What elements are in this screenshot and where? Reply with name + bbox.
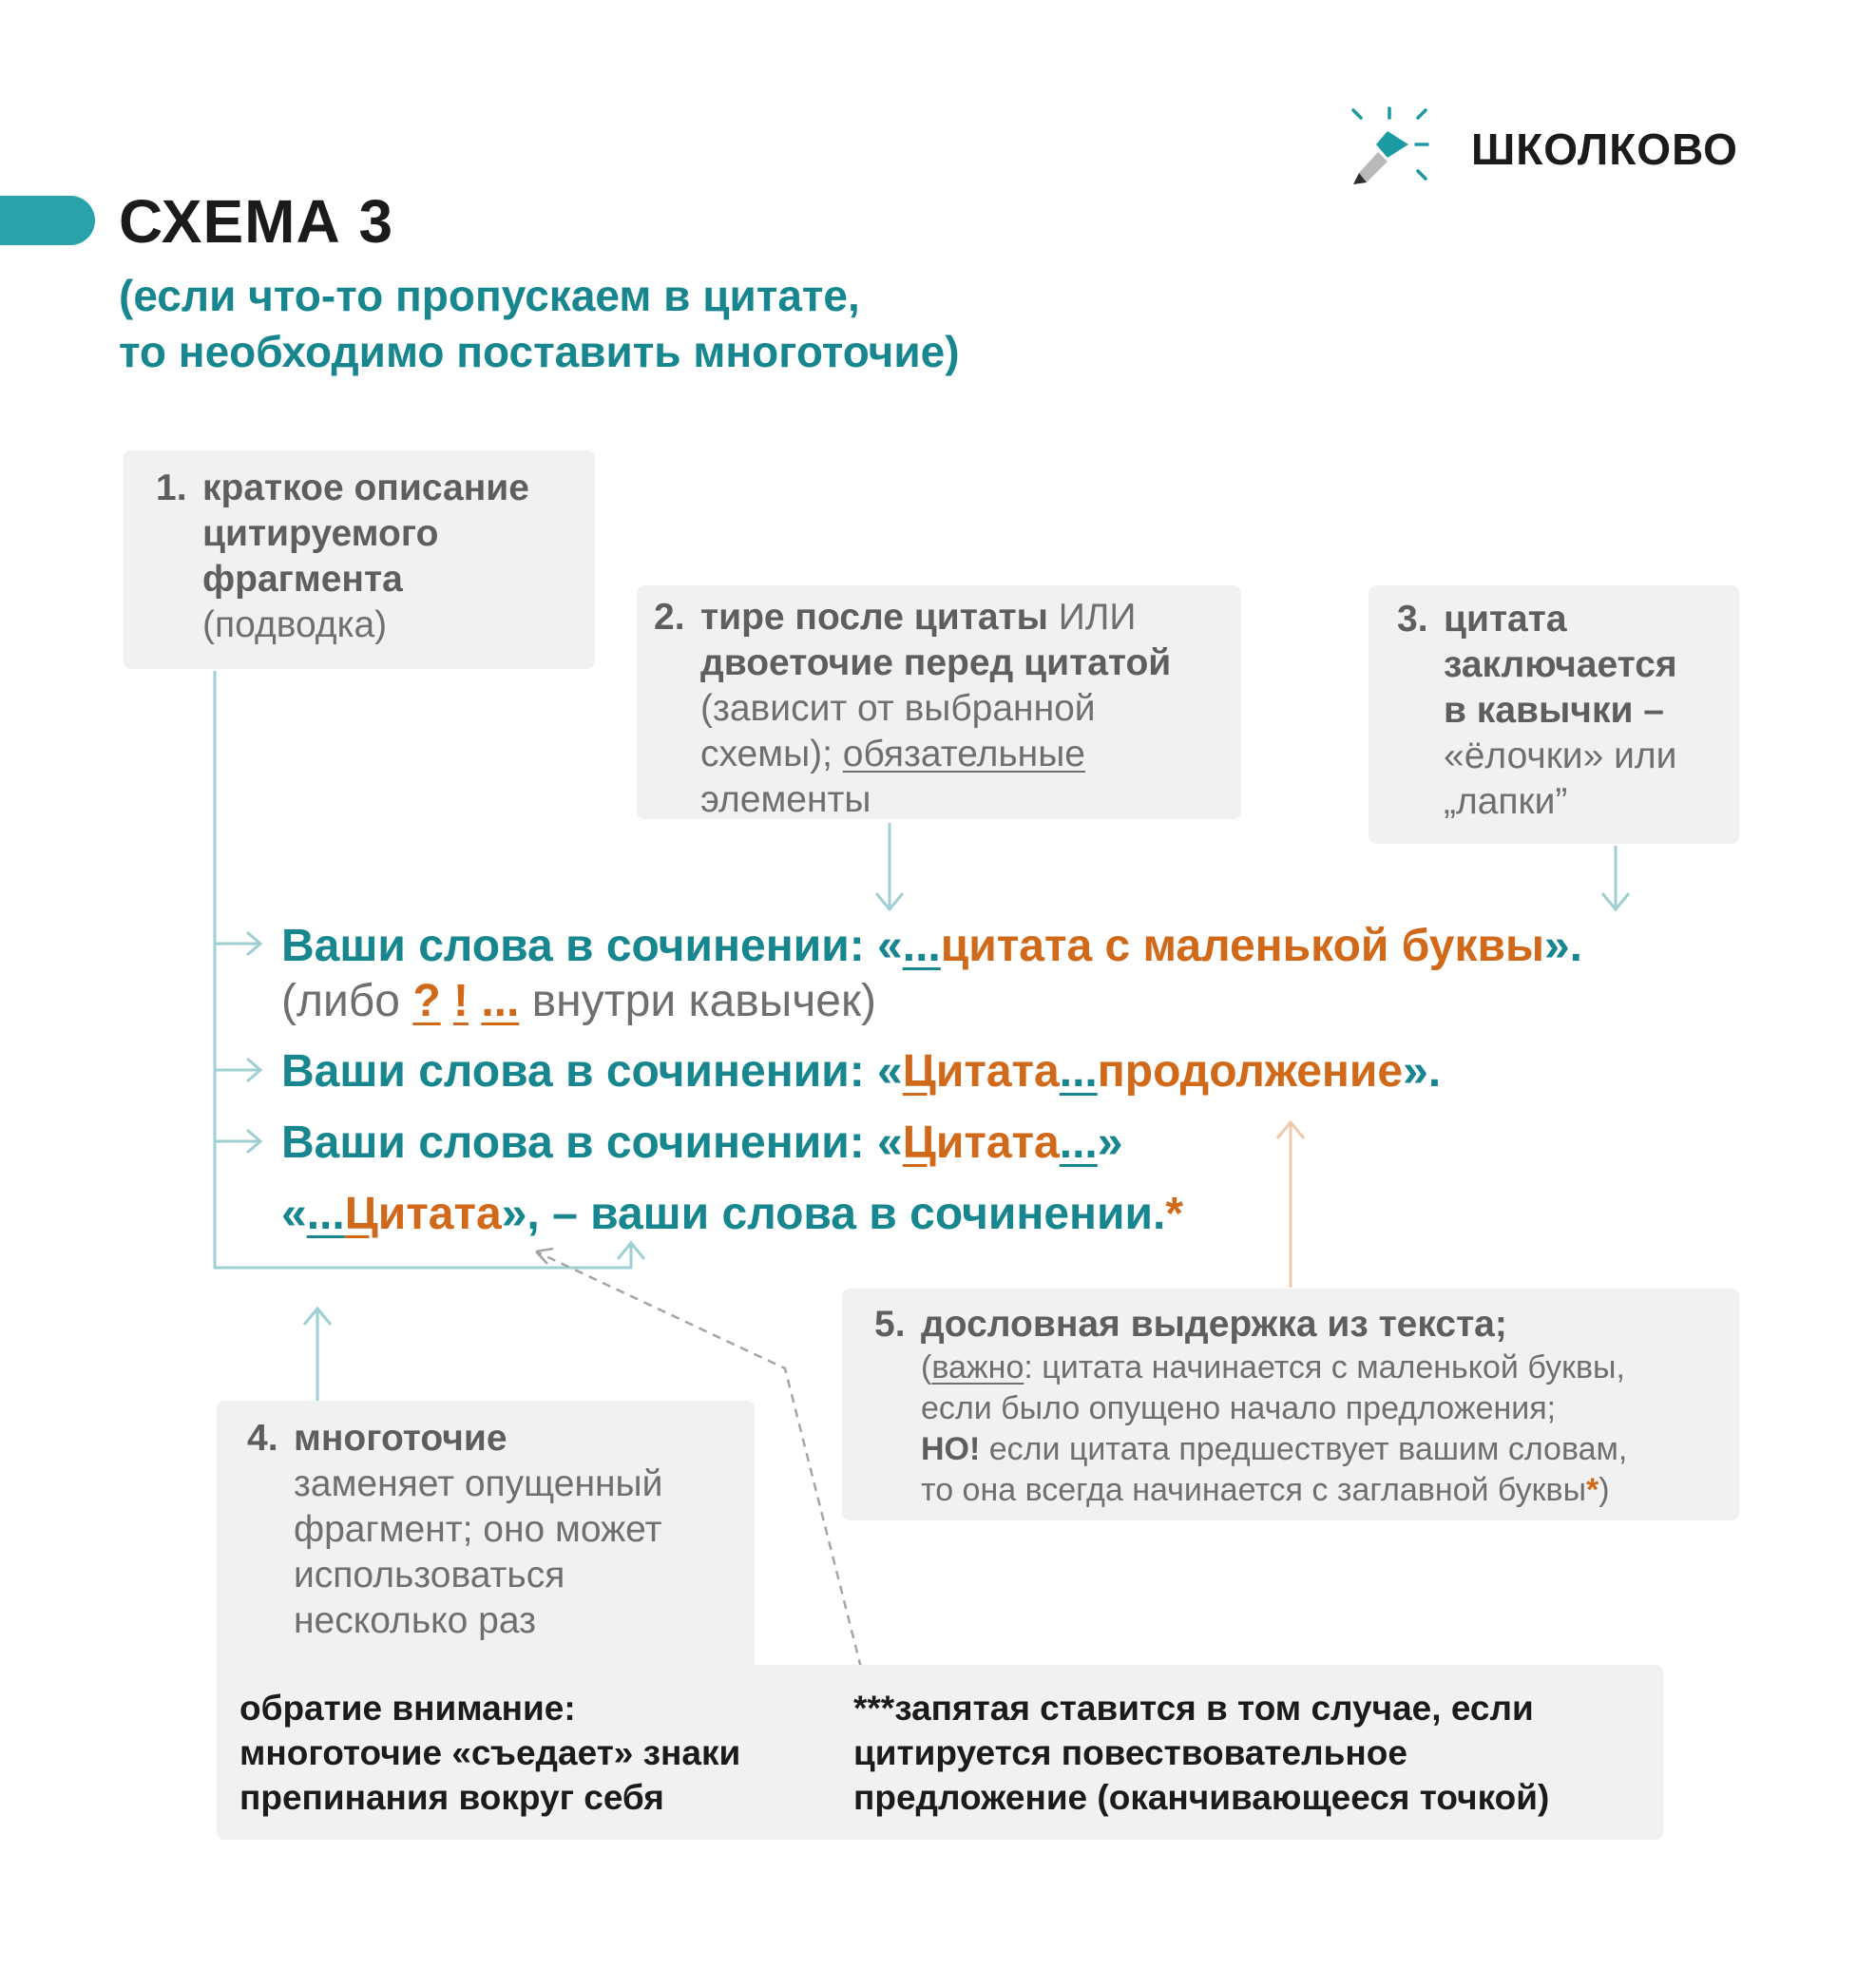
example-line-4 [281, 1188, 1183, 1240]
box-1-line-4: (подводка) [202, 604, 388, 645]
box-5-line-4-but: НО! [921, 1431, 981, 1467]
example-2-quote-1: итата [935, 1046, 1060, 1097]
example-1-note-a: (либо [281, 976, 413, 1026]
box-2-line-1-bold: тире после цитаты [700, 597, 1048, 638]
example-4-ellipsis: ... [306, 1189, 345, 1239]
logo-icon [1350, 106, 1435, 186]
box-5-line-5-c: ) [1598, 1472, 1610, 1508]
example-3-words: Ваши слова в сочинении: « [281, 1118, 903, 1168]
example-1-end: ». [1543, 921, 1582, 971]
footnote-arrowhead [536, 1249, 553, 1264]
box-4-line-2: заменяет опущенный [294, 1463, 663, 1504]
box-2-line-4-underlined: обязательные [842, 734, 1085, 774]
example-4-capital: Ц [344, 1189, 378, 1239]
box-3-quotes [1369, 585, 1739, 844]
box-2-line-4-a: схемы); [700, 734, 843, 774]
box-4-line-1: многоточие [294, 1418, 507, 1459]
box-2-line-2: двоеточие перед цитатой [700, 642, 1172, 683]
subtitle-line-1: (если что-то пропускаем в цитате, [119, 271, 860, 320]
box4-arrow [304, 1309, 331, 1401]
bottom-left-line-3: препинания вокруг себя [239, 1778, 664, 1817]
box-5-line-2-important: важно [931, 1349, 1024, 1385]
bottom-note-left [239, 1686, 740, 1820]
box-2-line-5: элементы [700, 779, 871, 820]
box-5-line-5-a: то она всегда начинается с заглавной буквы [921, 1472, 1587, 1508]
subtitle-line-2: то необходимо поставить многоточие) [119, 327, 960, 376]
example-4-rest: », – ваши слова в сочинении. [501, 1189, 1166, 1239]
example-4-star: * [1165, 1189, 1184, 1239]
box-3-line-4: «ёлочки» или [1444, 736, 1677, 776]
box-5-line-2-c: : цитата начинается с маленькой буквы, [1024, 1349, 1625, 1385]
branch-arrow-2 [215, 1059, 260, 1081]
example-1-note-b: внутри кавычек) [519, 976, 876, 1026]
box-1-line-3: фрагмента [202, 559, 403, 600]
box-3-number: 3. [1397, 599, 1428, 640]
box3-arrow [1602, 846, 1629, 909]
box-1-number: 1. [156, 468, 187, 508]
example-1-note-exclaim: ! [453, 976, 469, 1026]
brand-name: ШКОЛКОВО [1471, 124, 1738, 174]
branch-arrow-3 [215, 1130, 260, 1153]
example-4-quote: итата [377, 1189, 502, 1239]
box-5-excerpt [842, 1289, 1739, 1520]
box-3-line-1: цитата [1444, 599, 1567, 640]
box-5-number: 5. [874, 1304, 906, 1345]
page-title: СХЕМА 3 [119, 187, 394, 256]
example-1-note-question: ? [412, 976, 441, 1026]
example-2-quote-2: продолжение [1097, 1046, 1404, 1097]
example-1-note-dots: ... [481, 976, 520, 1026]
box-4-line-4: использоваться [294, 1555, 565, 1595]
box-5-line-4-b: если цитата предшествует вашим словам, [980, 1431, 1628, 1467]
box-1-intro [124, 450, 595, 669]
box-3-line-3-bold: в кавычки [1444, 690, 1634, 731]
box5-arrow [1277, 1122, 1304, 1288]
bottom-note-right [853, 1686, 1549, 1820]
box-5-line-5-star: * [1586, 1472, 1599, 1508]
example-3-quote-1: итата [935, 1118, 1060, 1168]
box-1-line-1: краткое описание [202, 468, 529, 508]
example-2-ellipsis: ... [1059, 1046, 1098, 1097]
example-3-capital: Ц [902, 1118, 936, 1168]
example-line-2 [281, 1045, 1441, 1098]
brand-logo [1350, 106, 1435, 186]
example-line-1 [281, 920, 1582, 972]
box-2-punctuation [637, 585, 1241, 819]
bottom-right-line-1: ***запятая ставится в том случае, если [853, 1689, 1534, 1728]
title-accent-bar [0, 196, 95, 245]
box-3-line-2: заключается [1444, 644, 1677, 685]
example-1-words: Ваши слова в сочинении: « [281, 921, 903, 971]
example-2-capital: Ц [902, 1046, 936, 1097]
box-4-text [247, 1416, 741, 1644]
example-line-3 [281, 1117, 1122, 1169]
example-2-end: ». [1403, 1046, 1442, 1097]
example-line-1-note [281, 975, 876, 1027]
box-3-line-5: „лапки” [1444, 781, 1568, 822]
box-5-line-1: дословная выдержка из текста; [921, 1304, 1507, 1345]
box2-arrow [876, 823, 903, 909]
example-1-quote: цитата с маленькой буквы [940, 921, 1544, 971]
bottom-left-line-2: многоточие «съедает» знаки [239, 1733, 741, 1772]
box-4-line-5: несколько раз [294, 1600, 536, 1641]
bottom-right-line-3: предложение (оканчивающееся точкой) [853, 1778, 1550, 1817]
example-4-open: « [281, 1189, 307, 1239]
box-5-line-2-a: ( [921, 1349, 932, 1385]
box-3-line-3-rest: – [1633, 690, 1664, 731]
box-4-number: 4. [247, 1418, 278, 1459]
box-4-line-3: фрагмент; оно может [294, 1509, 662, 1550]
example-3-ellipsis: ... [1059, 1118, 1098, 1168]
box-2-line-1-rest: ИЛИ [1047, 597, 1137, 638]
example-2-words: Ваши слова в сочинении: « [281, 1046, 903, 1097]
branch-arrow-1 [215, 932, 260, 955]
box-2-line-3: (зависит от выбранной [700, 688, 1096, 729]
box-5-line-3: если было опущено начало предложения; [921, 1390, 1557, 1426]
example-1-ellipsis: ... [902, 921, 941, 971]
box-1-line-2: цитируемого [202, 513, 439, 554]
bottom-right-line-2: цитируется повествовательное [853, 1733, 1407, 1772]
box-2-number: 2. [654, 597, 685, 638]
example-3-end: » [1097, 1118, 1123, 1168]
bottom-left-line-1: обратие внимание: [239, 1689, 576, 1728]
